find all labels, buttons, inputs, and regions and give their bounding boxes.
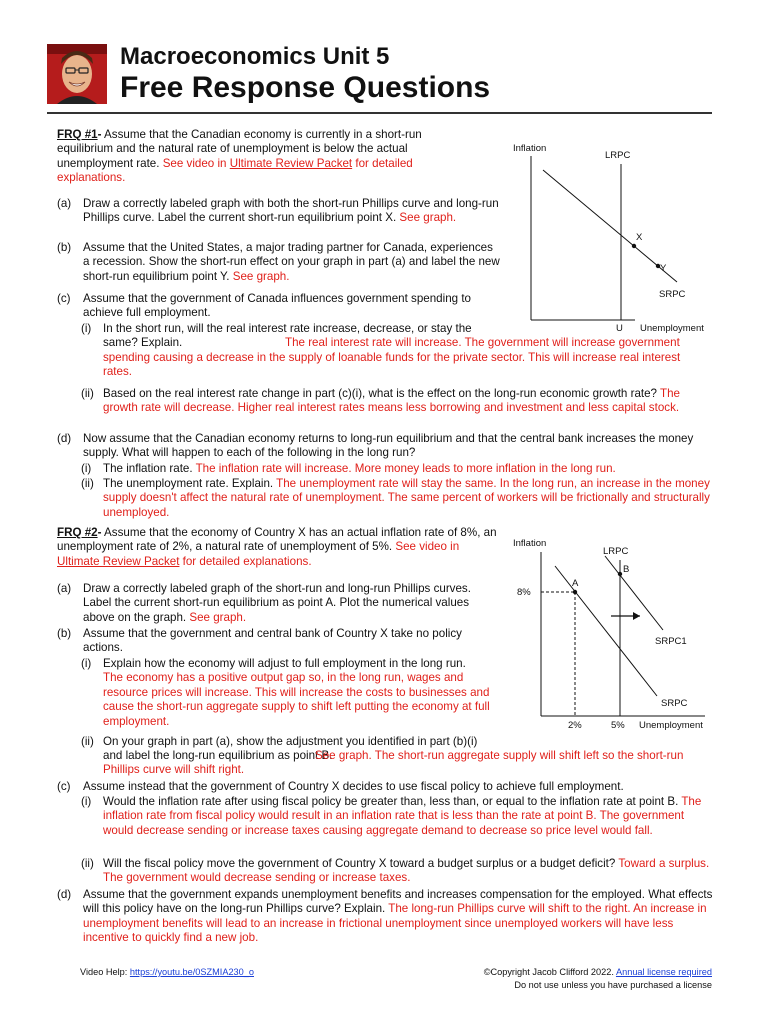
author-photo	[47, 44, 107, 104]
frq1-part-c-ii: (ii) Based on the real interest rate change in part (c)(i), what is the effect on the long-run economic growth rate? The growth rate will decrease. Higher real interest rates means less borrowing and investment and less capital stock.	[81, 387, 681, 415]
frq2-part-b: (b) Assume that the government and central bank of Country X take no policy actions.	[57, 627, 462, 655]
license-link[interactable]: Annual license required	[615, 967, 712, 977]
graph1-y-point-label: Y	[660, 263, 667, 274]
frq1-part-b: (b) Assume that the United States, a major trading partner for Canada, experiences a recession. Show the short-run effect on your graph in part (a) and label the new short-run equilibrium point Y. See graph.	[57, 241, 500, 283]
header-divider	[47, 112, 712, 114]
frq2-part-c-i: (i) Would the inflation rate after using fiscal policy be greater than, less than, or equal to the inflation rate at point B. The inflation rate from fiscal policy would result in an inflation rate that is less than the rate at point B. The government would decrease sending or increase taxes causing aggregate demand to decrease so price level would fall.	[81, 795, 702, 837]
graph1-lrpc-label: LRPC	[605, 150, 631, 161]
graph2-lrpc-label: LRPC	[603, 546, 629, 557]
graph1-srpc-label: SRPC	[659, 289, 686, 300]
graph2-y-label: Inflation	[513, 538, 547, 549]
graph1-x-label: Unemployment	[640, 323, 704, 334]
frq1-intro: FRQ #1- Assume that the Canadian economy is currently in a short-run equilibrium and the natural rate of unemployment is below the actual unemployment rate. See video in Ultimate Review Packet for detailed explanations.	[57, 128, 422, 185]
frq2-part-b-i: (i) Explain how the economy will adjust to full employment in the long run. The economy has a positive output gap so, in the long run, wages and resource prices will increase. This will increase the costs to businesses and cause the short-run aggregate supply to shift left putting the economy at full employment.	[81, 657, 490, 728]
graph1-u-label: U	[616, 323, 623, 334]
graph1-point-x	[632, 244, 636, 248]
frq2-part-d: (d) Assume that the government expands unemployment benefits and increases compensation for the employed. What effects will this policy have on the long-run Phillips curve? Explain. The long-run Phillips curve will shift to the right. An increase in unemployment benefits will lead to an increase in frictional unemployment since unemployed workers will have less incentive to quickly find a new job.	[57, 888, 713, 945]
footer-copyright: ©Copyright Jacob Clifford 2022. Annual license required	[483, 967, 712, 977]
graph2-a-label: A	[572, 578, 579, 589]
frq1-part-a: (a) Draw a correctly labeled graph with both the short-run Phillips curve and long-run Phillips curve. Label the current short-run equilibrium point X. See graph.	[57, 197, 499, 225]
video-help-link[interactable]: https://youtu.be/0SZMIA230_o	[129, 967, 254, 977]
frq1-label: FRQ #1	[57, 128, 98, 141]
frq2-intro: FRQ #2- Assume that the economy of Country X has an actual inflation rate of 8%, an unemployment rate of 2%, a natural rate of unemployment of 5%. See video in Ultimate Review Packet for detailed explanations.	[57, 526, 497, 568]
footer-video-help: Video Help: https://youtu.be/0SZMIA230_o	[80, 967, 254, 977]
graph1-y-label: Inflation	[513, 143, 547, 154]
frq2-part-b-ii-answer: See graph. The short-run aggregate supply will shift left so the short-run Phillips curve will shift right.	[103, 749, 684, 777]
graph2-b-label: B	[623, 564, 630, 575]
frq1-part-d-ii: (ii) The unemployment rate. Explain. The unemployment rate will stay the same. In the long run, an increase in the money supply doesn't affect the natural rate of unemployment. The same percent of workers will be frictionally and structurally unemployed.	[81, 477, 710, 519]
graph2-5pct-label: 5%	[611, 720, 625, 731]
frq1-part-c-i: (i) In the short run, will the real interest rate increase, decrease, or stay the same? Explain. The real interest rate will increase. The government will increase government spending causing a decrease in the supply of loanable funds for the private sector. This will increase real interest rates.	[81, 322, 681, 379]
frq1-part-d-i: (i) The inflation rate. The inflation rate will increase. More money leads to more inflation in the long run.	[81, 462, 616, 475]
page-subtitle: Free Response Questions	[120, 71, 491, 104]
graph2-x-label: Unemployment	[639, 720, 703, 731]
graph2-2pct-label: 2%	[568, 720, 582, 731]
footer-notice: Do not use unless you have purchased a license	[514, 980, 712, 990]
frq1-part-d: (d) Now assume that the Canadian economy returns to long-run equilibrium and that the central bank increases the money supply. What will happen to each of the following in the long run?	[57, 432, 694, 460]
graph1-x-point-label: X	[636, 232, 643, 243]
graph2-srpc-line	[555, 566, 657, 696]
frq1-review-link[interactable]: Ultimate Review Packet	[229, 156, 353, 170]
graph2-shift-arrowhead	[633, 612, 640, 620]
frq1-phillips-graph	[505, 138, 715, 338]
graph2-8pct-label: 8%	[517, 587, 531, 598]
frq2-part-b-ii: (ii) On your graph in part (a), show the adjustment you identified in part (b)(i) and label the long-run equilibrium as point B.	[81, 735, 478, 763]
frq2-label: FRQ #2	[57, 526, 98, 539]
frq2-part-a: (a) Draw a correctly labeled graph of the short-run and long-run Phillips curves. Label the current short-run equilibrium as point A. Plot the numerical values above on the graph. See graph.	[57, 582, 471, 624]
graph2-srpc1-label: SRPC1	[655, 636, 687, 647]
frq2-review-link[interactable]: Ultimate Review Packet	[57, 554, 180, 568]
frq2-part-c-ii: (ii) Will the fiscal policy move the government of Country X toward a budget surplus or a budget deficit? Toward a surplus. The government would decrease sending or increase taxes.	[81, 857, 710, 885]
graph2-srpc-label: SRPC	[661, 698, 688, 709]
frq1-part-c: (c) Assume that the government of Canada influences government spending to achieve full employment.	[57, 292, 471, 320]
page-title: Macroeconomics Unit 5	[120, 43, 390, 70]
frq2-phillips-graph	[505, 534, 715, 734]
frq2-part-c: (c) Assume instead that the government of Country X decides to use fiscal policy to achieve full employment.	[57, 780, 624, 793]
